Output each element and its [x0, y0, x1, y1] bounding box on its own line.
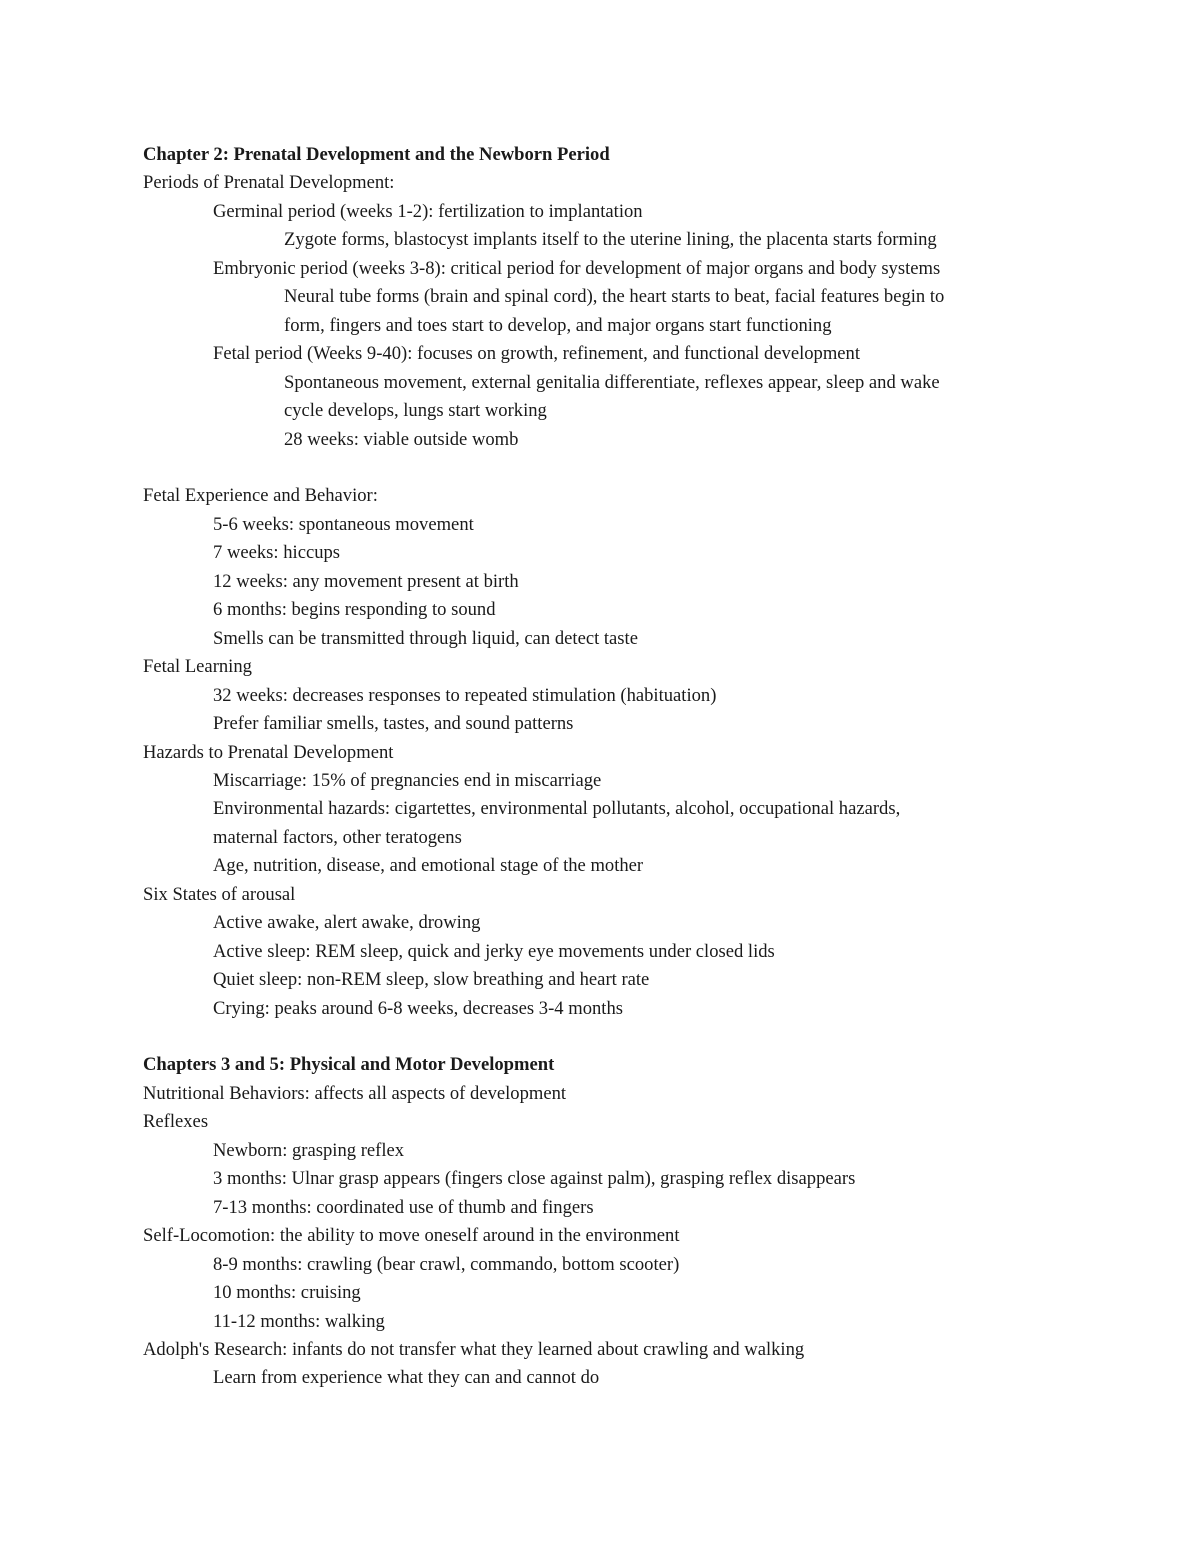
germinal-detail: Zygote forms, blastocyst implants itself to the uterine lining, the placenta starts forming — [284, 229, 937, 251]
embryonic-detail-1: Neural tube forms (brain and spinal cord), the heart starts to beat, facial features begin to — [284, 286, 945, 308]
list-item: Active awake, alert awake, drowing — [213, 912, 481, 934]
fetal-period: Fetal period (Weeks 9-40): focuses on growth, refinement, and functional development — [213, 343, 861, 365]
germinal-period: Germinal period (weeks 1-2): fertilization to implantation — [213, 200, 643, 222]
list-item-continuation: maternal factors, other teratogens — [213, 826, 462, 848]
fetal-detail-3: 28 weeks: viable outside womb — [284, 428, 519, 450]
list-item: 5-6 weeks: spontaneous movement — [213, 513, 474, 535]
list-item: Quiet sleep: non-REM sleep, slow breathing and heart rate — [213, 969, 650, 991]
list-item: Crying: peaks around 6-8 weeks, decreases 3-4 months — [213, 997, 623, 1019]
fetal-detail-2: cycle develops, lungs start working — [284, 400, 547, 422]
nutrition-heading: Nutritional Behaviors: affects all aspects of development — [143, 1082, 567, 1104]
list-item: 7-13 months: coordinated use of thumb and fingers — [213, 1196, 594, 1218]
list-item: 7 weeks: hiccups — [213, 542, 341, 564]
periods-heading: Periods of Prenatal Development: — [143, 172, 395, 194]
chapter-3-5-title: Chapters 3 and 5: Physical and Motor Development — [143, 1054, 555, 1076]
list-item: 32 weeks: decreases responses to repeated stimulation (habituation) — [213, 684, 717, 706]
document-page — [143, 141, 1103, 1393]
list-item: Learn from experience what they can and cannot do — [213, 1367, 600, 1389]
list-item: Smells can be transmitted through liquid, can detect taste — [213, 627, 638, 649]
list-item: 11-12 months: walking — [213, 1310, 385, 1332]
list-item: Prefer familiar smells, tastes, and sound patterns — [213, 713, 574, 735]
fetal-learning-heading: Fetal Learning — [143, 656, 252, 678]
reflexes-heading: Reflexes — [143, 1111, 209, 1133]
list-item: 12 weeks: any movement present at birth — [213, 570, 519, 592]
list-item: 8-9 months: crawling (bear crawl, commando, bottom scooter) — [213, 1253, 680, 1275]
list-item: 10 months: cruising — [213, 1282, 361, 1304]
list-item: 3 months: Ulnar grasp appears (fingers close against palm), grasping reflex disappears — [213, 1168, 856, 1190]
hazards-heading: Hazards to Prenatal Development — [143, 741, 394, 763]
fetal-detail-1: Spontaneous movement, external genitalia differentiate, reflexes appear, sleep and wake — [284, 371, 940, 393]
list-item: Newborn: grasping reflex — [213, 1139, 405, 1161]
list-item: Environmental hazards: cigartettes, environmental pollutants, alcohol, occupational hazards, — [213, 798, 901, 820]
list-item: 6 months: begins responding to sound — [213, 599, 496, 621]
arousal-heading: Six States of arousal — [143, 883, 296, 905]
embryonic-period: Embryonic period (weeks 3-8): critical period for development of major organs and body systems — [213, 257, 941, 279]
locomotion-heading: Self-Locomotion: the ability to move oneself around in the environment — [143, 1225, 680, 1247]
embryonic-detail-2: form, fingers and toes start to develop, and major organs start functioning — [284, 314, 832, 336]
fetal-experience-heading: Fetal Experience and Behavior: — [143, 485, 378, 507]
chapter-2-title: Chapter 2: Prenatal Development and the Newborn Period — [143, 144, 610, 165]
blank-line — [143, 1023, 1103, 1051]
list-item: Active sleep: REM sleep, quick and jerky eye movements under closed lids — [213, 940, 775, 962]
list-item: Miscarriage: 15% of pregnancies end in miscarriage — [213, 769, 602, 791]
list-item: Age, nutrition, disease, and emotional stage of the mother — [213, 855, 644, 877]
blank-line — [143, 454, 1103, 482]
adolph-heading: Adolph's Research: infants do not transfer what they learned about crawling and walking — [143, 1339, 805, 1360]
